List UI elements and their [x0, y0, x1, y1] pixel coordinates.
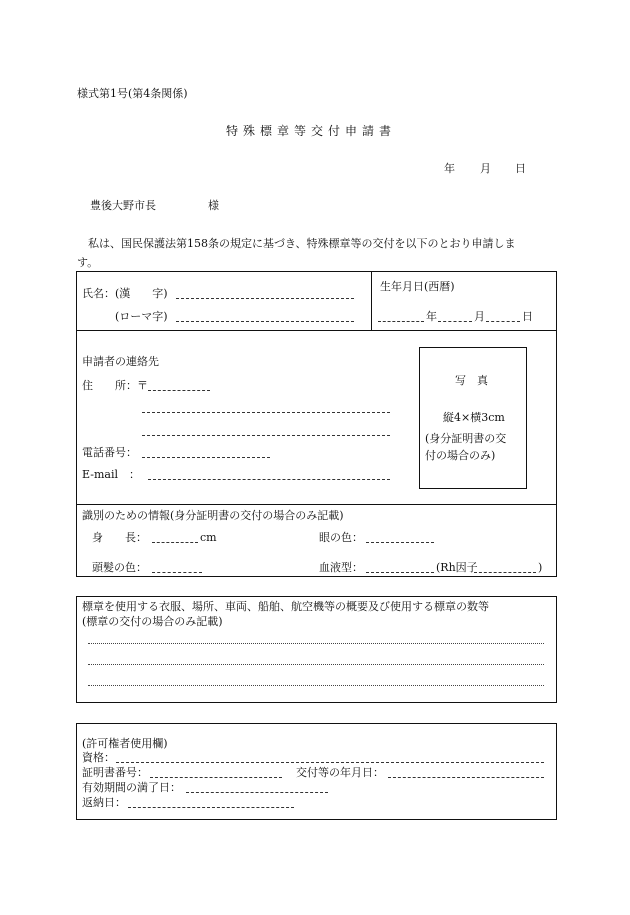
birth-day-label: 日 — [522, 310, 533, 323]
name-birth-divider — [371, 272, 372, 330]
email-field[interactable] — [148, 479, 390, 480]
birth-year-field[interactable] — [378, 321, 424, 322]
rh-factor-field[interactable] — [474, 572, 536, 573]
name-roman-label: (ローマ字) — [115, 310, 168, 323]
height-field[interactable] — [152, 542, 198, 543]
address-line2-field[interactable] — [142, 435, 390, 436]
expiry-date-field[interactable] — [186, 792, 328, 793]
form-title: 特殊標章等交付申請書 — [226, 124, 397, 138]
height-label: 身 長： — [92, 531, 147, 544]
rh-factor-label: (Rh因子 — [436, 561, 478, 574]
name-kanji-label: 氏名：(漢 字) — [82, 287, 168, 300]
postal-code-field[interactable] — [148, 390, 210, 391]
birth-day-field[interactable] — [486, 321, 520, 322]
birth-year-label: 年 — [426, 310, 437, 323]
phone-field[interactable] — [142, 457, 270, 458]
form-number: 様式第1号(第4条関係) — [77, 87, 188, 100]
blood-type-field[interactable] — [366, 572, 434, 573]
address-line1-field[interactable] — [142, 412, 390, 413]
hair-color-field[interactable] — [152, 572, 202, 573]
phone-label: 電話番号： — [82, 446, 137, 459]
date-year-label: 年 — [444, 162, 455, 175]
height-unit: cm — [200, 531, 217, 544]
qualification-label: 資格： — [82, 751, 115, 764]
name-kanji-field[interactable] — [176, 298, 354, 299]
photo-size: 縦4×横3cm — [443, 411, 505, 424]
authority-section-label: (許可権者使用欄) — [82, 737, 168, 750]
blood-type-label: 血液型： — [319, 561, 363, 574]
date-day-label: 日 — [515, 162, 526, 175]
usage-description-line1: 標章を使用する衣服、場所、車両、船舶、航空機等の概要及び使用する標章の数等 — [82, 600, 489, 613]
eye-color-field[interactable] — [366, 542, 434, 543]
contact-section-divider — [77, 504, 556, 505]
identification-section-label: 識別のための情報(身分証明書の交付の場合のみ記載) — [82, 509, 344, 522]
return-date-label: 返納日： — [82, 796, 126, 809]
certificate-number-label: 証明書番号： — [82, 766, 148, 779]
intro-text-line1: 私は、国民保護法第158条の規定に基づき、特殊標章等の交付を以下のとおり申請しま — [88, 237, 516, 250]
return-date-field[interactable] — [128, 807, 294, 808]
usage-line-1[interactable] — [88, 643, 544, 644]
addressee-honorific: 様 — [208, 199, 219, 212]
usage-line-2[interactable] — [88, 664, 544, 665]
certificate-number-field[interactable] — [150, 777, 282, 778]
birth-month-label: 月 — [474, 310, 485, 323]
photo-title: 写 真 — [455, 374, 488, 387]
name-section-divider — [77, 330, 556, 331]
expiry-date-label: 有効期間の満了日： — [82, 781, 181, 794]
usage-line-3[interactable] — [88, 685, 544, 686]
address-label: 住 所：〒 — [82, 379, 148, 392]
email-label: E-mail ： — [82, 468, 140, 481]
rh-factor-close: ) — [538, 561, 543, 574]
photo-note-line2: 付の場合のみ) — [425, 449, 496, 462]
usage-description-line2: (標章の交付の場合のみ記載) — [82, 615, 223, 628]
photo-note-line1: (身分証明書の交 — [425, 432, 507, 445]
intro-text-line2: す。 — [77, 256, 99, 269]
eye-color-label: 眼の色： — [319, 531, 363, 544]
name-roman-field[interactable] — [176, 321, 354, 322]
hair-color-label: 頭髪の色： — [92, 561, 147, 574]
date-month-label: 月 — [480, 162, 491, 175]
addressee-name: 豊後大野市長 — [90, 199, 156, 212]
qualification-field[interactable] — [116, 762, 544, 763]
issue-date-field[interactable] — [388, 777, 544, 778]
contact-section-label: 申請者の連絡先 — [82, 355, 159, 368]
issue-date-label: 交付等の年月日： — [296, 766, 384, 779]
birth-date-label: 生年月日(西暦) — [380, 280, 455, 293]
birth-month-field[interactable] — [438, 321, 472, 322]
